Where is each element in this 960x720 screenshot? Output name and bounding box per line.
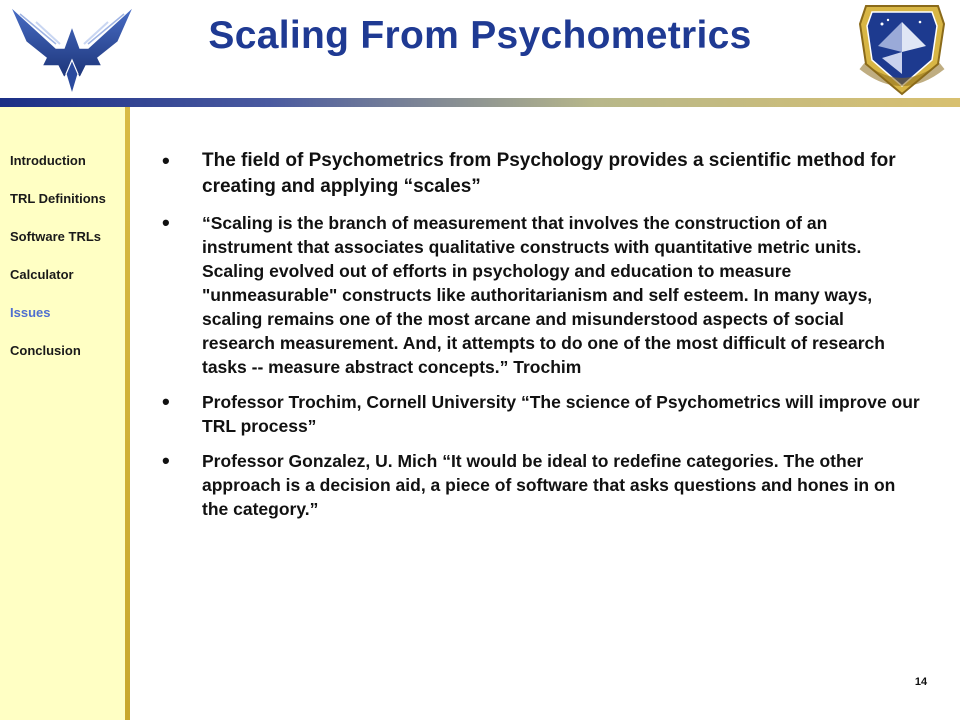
sidebar-item-conclusion[interactable]: Conclusion — [10, 343, 81, 358]
slide-header — [0, 0, 960, 100]
slide-title: Scaling From Psychometrics — [208, 14, 752, 57]
sidebar-divider — [125, 107, 130, 720]
air-force-research-laboratory-seal — [852, 0, 952, 98]
bullet-text: Professor Trochim, Cornell University “The science of Psychometrics will improve our TRL process” — [202, 392, 920, 436]
air-force-wings-logo — [6, 4, 138, 98]
slide-bullets — [160, 148, 920, 532]
bullet-dot: • — [162, 448, 170, 473]
bullet-dot: • — [162, 389, 170, 414]
bullet-dot: • — [162, 148, 170, 173]
bullet-dot: • — [162, 210, 170, 235]
sidebar-item-trl-definitions[interactable]: TRL Definitions — [10, 191, 106, 206]
bullet-item — [160, 211, 920, 379]
header-gradient-bar — [0, 98, 960, 107]
bullet-item — [160, 449, 920, 521]
bullet-text: The field of Psychometrics from Psychology provides a scientific method for creating and applying “scales” — [202, 150, 896, 197]
sidebar-item-software-trls[interactable]: Software TRLs — [10, 229, 102, 244]
bullet-item — [160, 148, 920, 200]
bullet-text: Professor Gonzalez, U. Mich “It would be ideal to redefine categories. The other approach is a decision aid, a piece of software that asks questions and hones in on the category.” — [202, 451, 896, 519]
page-number: 14 — [914, 676, 928, 688]
sidebar-nav — [10, 152, 122, 380]
sidebar-item-introduction[interactable]: Introduction — [10, 153, 86, 168]
bullet-text: “Scaling is the branch of measurement that involves the construction of an instrument that associates qualitative constructs with quantitative metric units. Scaling evolved out of efforts in psychology and education to measure "unmeasurable" constructs like authoritarianism and self esteem. In many ways, scaling remains one of the most arcane and misunderstood aspects of social research measurement. And, it attempts to do one of the most difficult of research tasks -- measure abstract concepts.” Trochim — [202, 213, 885, 377]
bullet-item — [160, 390, 920, 438]
sidebar-item-issues[interactable]: Issues — [10, 305, 51, 320]
sidebar-item-calculator[interactable]: Calculator — [10, 267, 74, 282]
